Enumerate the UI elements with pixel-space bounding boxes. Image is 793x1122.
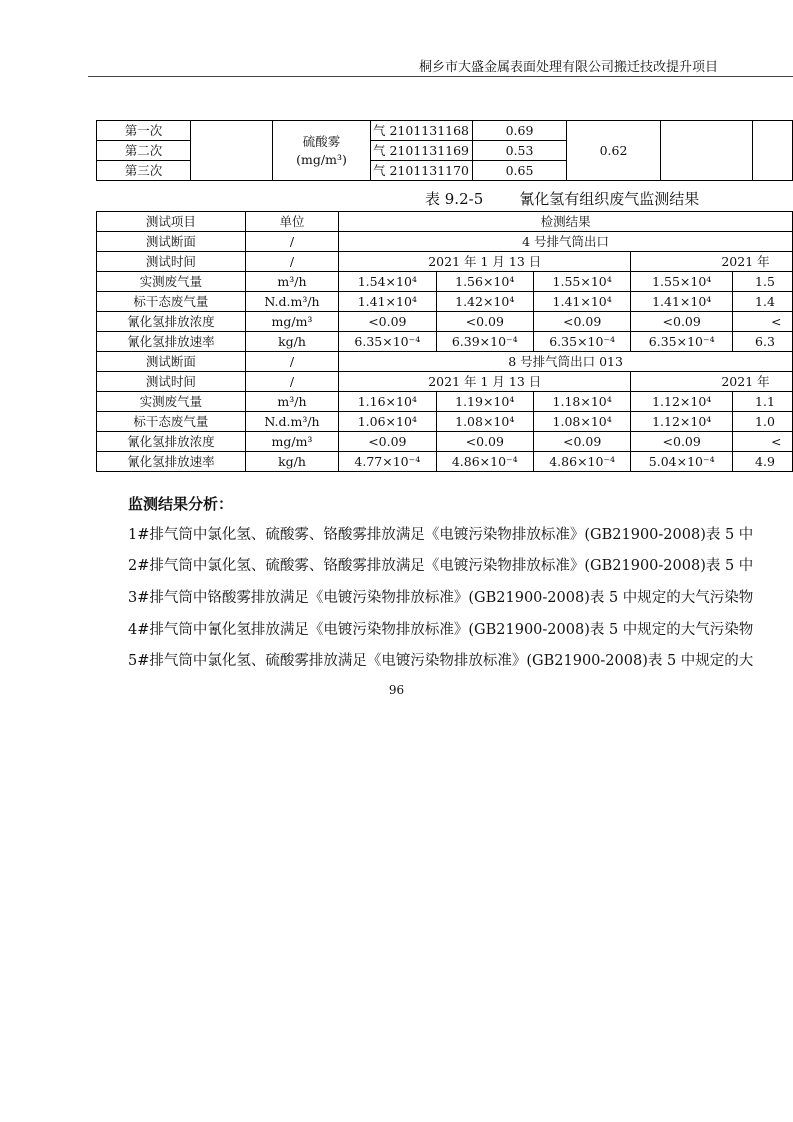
cell: 1.55×10⁴ bbox=[533, 272, 630, 292]
cell: 1.08×10⁴ bbox=[436, 412, 533, 432]
page-number: 96 bbox=[388, 683, 405, 697]
table-row bbox=[97, 392, 793, 412]
blank-cell bbox=[191, 121, 273, 181]
cell: 1.18×10⁴ bbox=[533, 392, 630, 412]
time-date: 2021 年 1 月 13 日 bbox=[339, 252, 631, 272]
pollutant-name: 硫酸雾 bbox=[302, 133, 341, 149]
time-unit: / bbox=[245, 252, 338, 272]
row-label: 实测废气量 bbox=[97, 392, 246, 412]
cell: 1.16×10⁴ bbox=[339, 392, 436, 412]
cell: 6.35×10⁻⁴ bbox=[339, 332, 436, 352]
blank-cell bbox=[661, 121, 753, 181]
row-unit: kg/h bbox=[245, 452, 338, 472]
analysis-paragraph: 5#排气筒中氯化氢、硫酸雾排放满足《电镀污染物排放标准》(GB21900-2008)表 5 中规定的大 bbox=[128, 653, 754, 669]
cell: 1.5 bbox=[733, 272, 793, 292]
table-number: 表 9.2-5 bbox=[425, 190, 484, 208]
cell: 1.55×10⁴ bbox=[631, 272, 733, 292]
table-caption bbox=[425, 188, 699, 209]
cell: <0.09 bbox=[631, 312, 733, 332]
sulfuric-acid-table bbox=[96, 120, 793, 181]
cell: 1.0 bbox=[733, 412, 793, 432]
cell: 1.56×10⁴ bbox=[436, 272, 533, 292]
row-label: 第一次 bbox=[97, 121, 191, 141]
row-unit: N.d.m³/h bbox=[245, 292, 338, 312]
cell: <0.09 bbox=[339, 312, 436, 332]
time-date-2: 2021 年 bbox=[631, 372, 793, 392]
cell: 1.08×10⁴ bbox=[533, 412, 630, 432]
row-label: 第三次 bbox=[97, 161, 191, 181]
cell: 1.42×10⁴ bbox=[436, 292, 533, 312]
header-unit: 单位 bbox=[245, 212, 338, 232]
cell: <0.09 bbox=[436, 312, 533, 332]
row-label: 氰化氢排放速率 bbox=[97, 452, 246, 472]
cell: < bbox=[733, 432, 793, 452]
row-label: 氰化氢排放浓度 bbox=[97, 312, 246, 332]
cell: 4.86×10⁻⁴ bbox=[533, 452, 630, 472]
cell: 1.06×10⁴ bbox=[339, 412, 436, 432]
section-unit: / bbox=[245, 352, 338, 372]
row-label: 氰化氢排放浓度 bbox=[97, 432, 246, 452]
table-row bbox=[97, 452, 793, 472]
cell: 4.86×10⁻⁴ bbox=[436, 452, 533, 472]
blank-cell bbox=[753, 121, 793, 181]
table-row bbox=[97, 332, 793, 352]
row-label: 氰化氢排放速率 bbox=[97, 332, 246, 352]
row-label: 实测废气量 bbox=[97, 272, 246, 292]
cell: 1.41×10⁴ bbox=[533, 292, 630, 312]
average-value: 0.62 bbox=[567, 121, 661, 181]
cell: 1.12×10⁴ bbox=[631, 392, 733, 412]
row-unit: kg/h bbox=[245, 332, 338, 352]
time-label: 测试时间 bbox=[97, 252, 246, 272]
section-value: 4 号排气筒出口 bbox=[339, 232, 793, 252]
time-label: 测试时间 bbox=[97, 372, 246, 392]
cell: 1.54×10⁴ bbox=[339, 272, 436, 292]
pollutant-cell bbox=[273, 121, 371, 181]
section-value: 8 号排气筒出口 013 bbox=[339, 352, 793, 372]
cell: <0.09 bbox=[339, 432, 436, 452]
cell: < bbox=[733, 312, 793, 332]
sample-id: 气 2101131170 bbox=[371, 161, 473, 181]
cell: 6.3 bbox=[733, 332, 793, 352]
table-row bbox=[97, 312, 793, 332]
cell: 1.19×10⁴ bbox=[436, 392, 533, 412]
cell: <0.09 bbox=[631, 432, 733, 452]
analysis-paragraph: 3#排气筒中铬酸雾排放满足《电镀污染物排放标准》(GB21900-2008)表 5 中规定的大气污染物 bbox=[128, 590, 754, 606]
section-label: 测试断面 bbox=[97, 352, 246, 372]
page-header: 桐乡市大盛金属表面处理有限公司搬迁技改提升项目 bbox=[418, 60, 718, 75]
header-rule bbox=[88, 76, 793, 77]
cell: <0.09 bbox=[436, 432, 533, 452]
section-unit: / bbox=[245, 232, 338, 252]
cell: 4.9 bbox=[733, 452, 793, 472]
cell: 1.12×10⁴ bbox=[631, 412, 733, 432]
table-row bbox=[97, 412, 793, 432]
table-row bbox=[97, 432, 793, 452]
row-unit: N.d.m³/h bbox=[245, 412, 338, 432]
cell: <0.09 bbox=[533, 432, 630, 452]
sample-id: 气 2101131169 bbox=[371, 141, 473, 161]
time-unit: / bbox=[245, 372, 338, 392]
cell: 5.04×10⁻⁴ bbox=[631, 452, 733, 472]
row-unit: mg/m³ bbox=[245, 432, 338, 452]
cell: 6.35×10⁻⁴ bbox=[533, 332, 630, 352]
cell: 1.41×10⁴ bbox=[339, 292, 436, 312]
time-date-2: 2021 年 bbox=[631, 252, 793, 272]
cell: 6.35×10⁻⁴ bbox=[631, 332, 733, 352]
cell: 1.1 bbox=[733, 392, 793, 412]
hcn-results-table bbox=[96, 211, 793, 472]
row-unit: m³/h bbox=[245, 392, 338, 412]
time-date: 2021 年 1 月 13 日 bbox=[339, 372, 631, 392]
cell: 1.41×10⁴ bbox=[631, 292, 733, 312]
row-label: 标干态废气量 bbox=[97, 292, 246, 312]
sample-value: 0.69 bbox=[473, 121, 567, 141]
table-row bbox=[97, 272, 793, 292]
row-unit: mg/m³ bbox=[245, 312, 338, 332]
sample-value: 0.65 bbox=[473, 161, 567, 181]
pollutant-unit: (mg/m³) bbox=[296, 151, 347, 167]
row-unit: m³/h bbox=[245, 272, 338, 292]
section-label: 测试断面 bbox=[97, 232, 246, 252]
table-row bbox=[97, 292, 793, 312]
analysis-paragraph: 1#排气筒中氯化氢、硫酸雾、铬酸雾排放满足《电镀污染物排放标准》(GB21900-2008)表 5 中 bbox=[128, 527, 754, 543]
header-item: 测试项目 bbox=[97, 212, 246, 232]
cell: 4.77×10⁻⁴ bbox=[339, 452, 436, 472]
header-result: 检测结果 bbox=[339, 212, 793, 232]
sample-value: 0.53 bbox=[473, 141, 567, 161]
analysis-paragraph: 2#排气筒中氯化氢、硫酸雾、铬酸雾排放满足《电镀污染物排放标准》(GB21900-2008)表 5 中 bbox=[128, 558, 754, 574]
analysis-paragraph: 4#排气筒中氰化氢排放满足《电镀污染物排放标准》(GB21900-2008)表 5 中规定的大气污染物 bbox=[128, 622, 754, 638]
row-label: 标干态废气量 bbox=[97, 412, 246, 432]
table-title: 氰化氢有组织废气监测结果 bbox=[519, 190, 700, 208]
cell: 6.39×10⁻⁴ bbox=[436, 332, 533, 352]
row-label: 第二次 bbox=[97, 141, 191, 161]
cell: <0.09 bbox=[533, 312, 630, 332]
analysis-heading: 监测结果分析： bbox=[128, 495, 234, 513]
cell: 1.4 bbox=[733, 292, 793, 312]
sample-id: 气 2101131168 bbox=[371, 121, 473, 141]
